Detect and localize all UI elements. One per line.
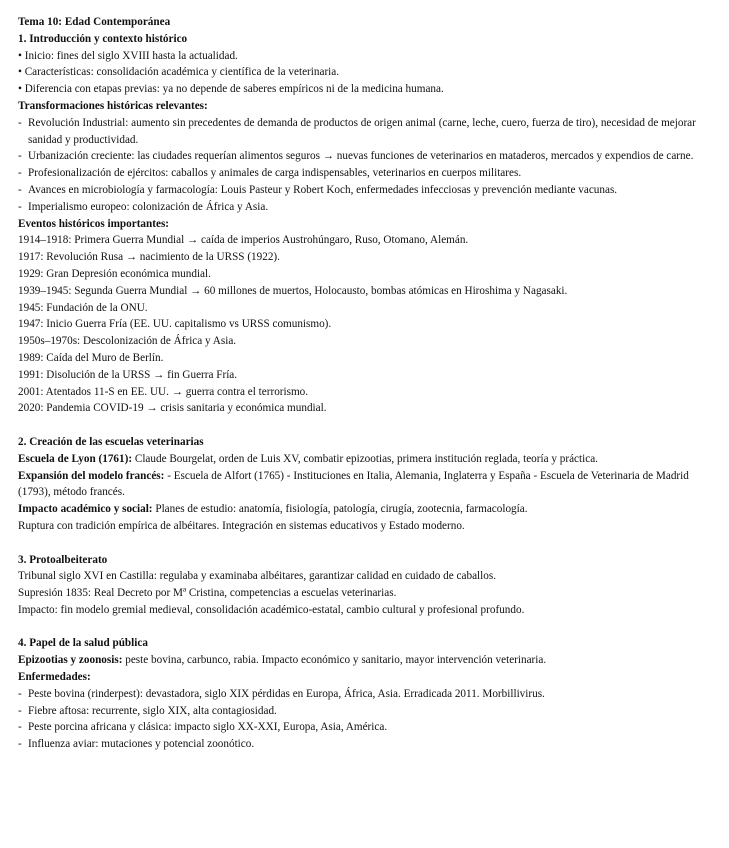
dash-item [18, 115, 711, 149]
impact-text: Planes de estudio: anatomía, fisiología, patología, cirugía, zootecnia, farmacología. [152, 503, 528, 516]
dash-text: Avances en microbiología y farmacología: Louis Pasteur y Robert Koch, enfermedades infecciosas y prevención mediante vacunas. [28, 183, 618, 196]
dash-text: Urbanización creciente: las ciudades requerían alimentos seguros → nuevas funciones de veterinarios en mataderos, mercados y expendios de carne. [28, 150, 694, 163]
transformations-heading: Transformaciones históricas relevantes: [18, 99, 208, 112]
dash-marker: - [18, 116, 22, 129]
protoalbeiterato-line: Tribunal siglo XVI en Castilla: regulaba y examinaba albéitares, garantizar calidad en cuidado de caballos. [18, 570, 496, 583]
bullet-item: • Inicio: fines del siglo XVIII hasta la actualidad. [18, 48, 711, 65]
expansion-paragraph [18, 468, 711, 502]
lyon-label: Escuela de Lyon (1761): [18, 452, 133, 465]
impact-paragraph [18, 501, 711, 518]
dash-text: Fiebre aftosa: recurrente, siglo XIX, alta contagiosidad. [28, 704, 277, 717]
rupture-line: Ruptura con tradición empírica de albéitares. Integración en sistemas educativos y Estado moderno. [18, 519, 465, 532]
dash-item [18, 199, 711, 216]
dash-item [18, 719, 711, 736]
event-line: 1914–1918: Primera Guerra Mundial → caída de imperios Austrohúngaro, Ruso, Otomano, Alemán. [18, 234, 469, 247]
section-3-heading: 3. Protoalbeiterato [18, 553, 108, 566]
diseases-heading: Enfermedades: [18, 671, 91, 684]
dash-marker: - [18, 704, 22, 717]
bullet-item: • Características: consolidación académica y científica de la veterinaria. [18, 64, 711, 81]
document-title: Tema 10: Edad Contemporánea [18, 16, 171, 28]
dash-marker: - [18, 167, 22, 180]
section-2-heading: 2. Creación de las escuelas veterinarias [18, 435, 204, 448]
dash-text: Imperialismo europeo: colonización de África y Asia. [28, 200, 269, 213]
dash-marker: - [18, 721, 22, 734]
event-line: 1989: Caída del Muro de Berlín. [18, 351, 164, 364]
event-line: 2020: Pandemia COVID-19 → crisis sanitaria y económica mundial. [18, 402, 327, 415]
spacer [18, 619, 711, 636]
dash-text: Peste bovina (rinderpest): devastadora, siglo XIX pérdidas en Europa, África, Asia. Erradicada 2011. Morbillivirus. [28, 687, 545, 700]
dash-item [18, 148, 711, 165]
dash-text: Revolución Industrial: aumento sin precedentes de demanda de productos de origen animal (carne, leche, cuero, fuerza de tiro), necesidad de mejorar sanidad y productividad. [28, 116, 696, 146]
spacer [18, 417, 711, 434]
section-4-heading: 4. Papel de la salud pública [18, 637, 148, 650]
protoalbeiterato-line: Supresión 1835: Real Decreto por Mª Cristina, competencias a escuelas veterinarias. [18, 587, 397, 600]
dash-marker: - [18, 183, 22, 196]
expansion-label: Expansión del modelo francés: [18, 469, 165, 482]
dash-marker: - [18, 687, 22, 700]
section-1-heading: 1. Introducción y contexto histórico [18, 32, 188, 45]
event-line: 1939–1945: Segunda Guerra Mundial → 60 millones de muertos, Holocausto, bombas atómicas en Hiroshima y Nagasaki. [18, 284, 568, 297]
event-line: 2001: Atentados 11-S en EE. UU. → guerra contra el terrorismo. [18, 385, 309, 398]
epizootias-paragraph [18, 652, 711, 669]
dash-marker: - [18, 738, 22, 751]
event-line: 1947: Inicio Guerra Fría (EE. UU. capitalismo vs URSS comunismo). [18, 318, 332, 331]
dash-text: Profesionalización de ejércitos: caballos y animales de carga indispensables, veterinarios en cuerpos militares. [28, 167, 522, 180]
dash-item [18, 736, 711, 753]
event-line: 1991: Disolución de la URSS → fin Guerra Fría. [18, 368, 238, 381]
event-line: 1945: Fundación de la ONU. [18, 301, 148, 314]
lyon-text: Claude Bourgelat, orden de Luis XV, combatir epizootias, primera institución reglada, teoría y práctica. [132, 452, 598, 465]
protoalbeiterato-line: Impacto: fin modelo gremial medieval, consolidación académico-estatal, cambio cultural y profesional profundo. [18, 603, 525, 616]
dash-item [18, 703, 711, 720]
event-line: 1929: Gran Depresión económica mundial. [18, 267, 211, 280]
event-line: 1917: Revolución Rusa → nacimiento de la URSS (1922). [18, 251, 280, 264]
dash-item [18, 182, 711, 199]
spacer [18, 535, 711, 552]
bullet-item: • Diferencia con etapas previas: ya no depende de saberes empíricos ni de la medicina humana. [18, 81, 711, 98]
epizootias-label: Epizootias y zoonosis: [18, 654, 123, 667]
dash-text: Influenza aviar: mutaciones y potencial zoonótico. [28, 738, 255, 751]
dash-marker: - [18, 150, 22, 163]
event-line: 1950s–1970s: Descolonización de África y Asia. [18, 335, 237, 348]
dash-item [18, 165, 711, 182]
dash-item [18, 686, 711, 703]
events-heading: Eventos históricos importantes: [18, 217, 170, 230]
impact-label: Impacto académico y social: [18, 503, 153, 516]
epizootias-text: peste bovina, carbunco, rabia. Impacto económico y sanitario, mayor intervención veterinaria. [122, 654, 547, 667]
expansion-text: - Escuela de Alfort (1765) - Instituciones en Italia, Alemania, Inglaterra y España - Escuela de Veterinaria de Madrid (1793), método francés. [18, 469, 689, 499]
lyon-paragraph [18, 451, 711, 468]
dash-marker: - [18, 200, 22, 213]
dash-text: Peste porcina africana y clásica: impacto siglo XX-XXI, Europa, Asia, América. [28, 721, 388, 734]
